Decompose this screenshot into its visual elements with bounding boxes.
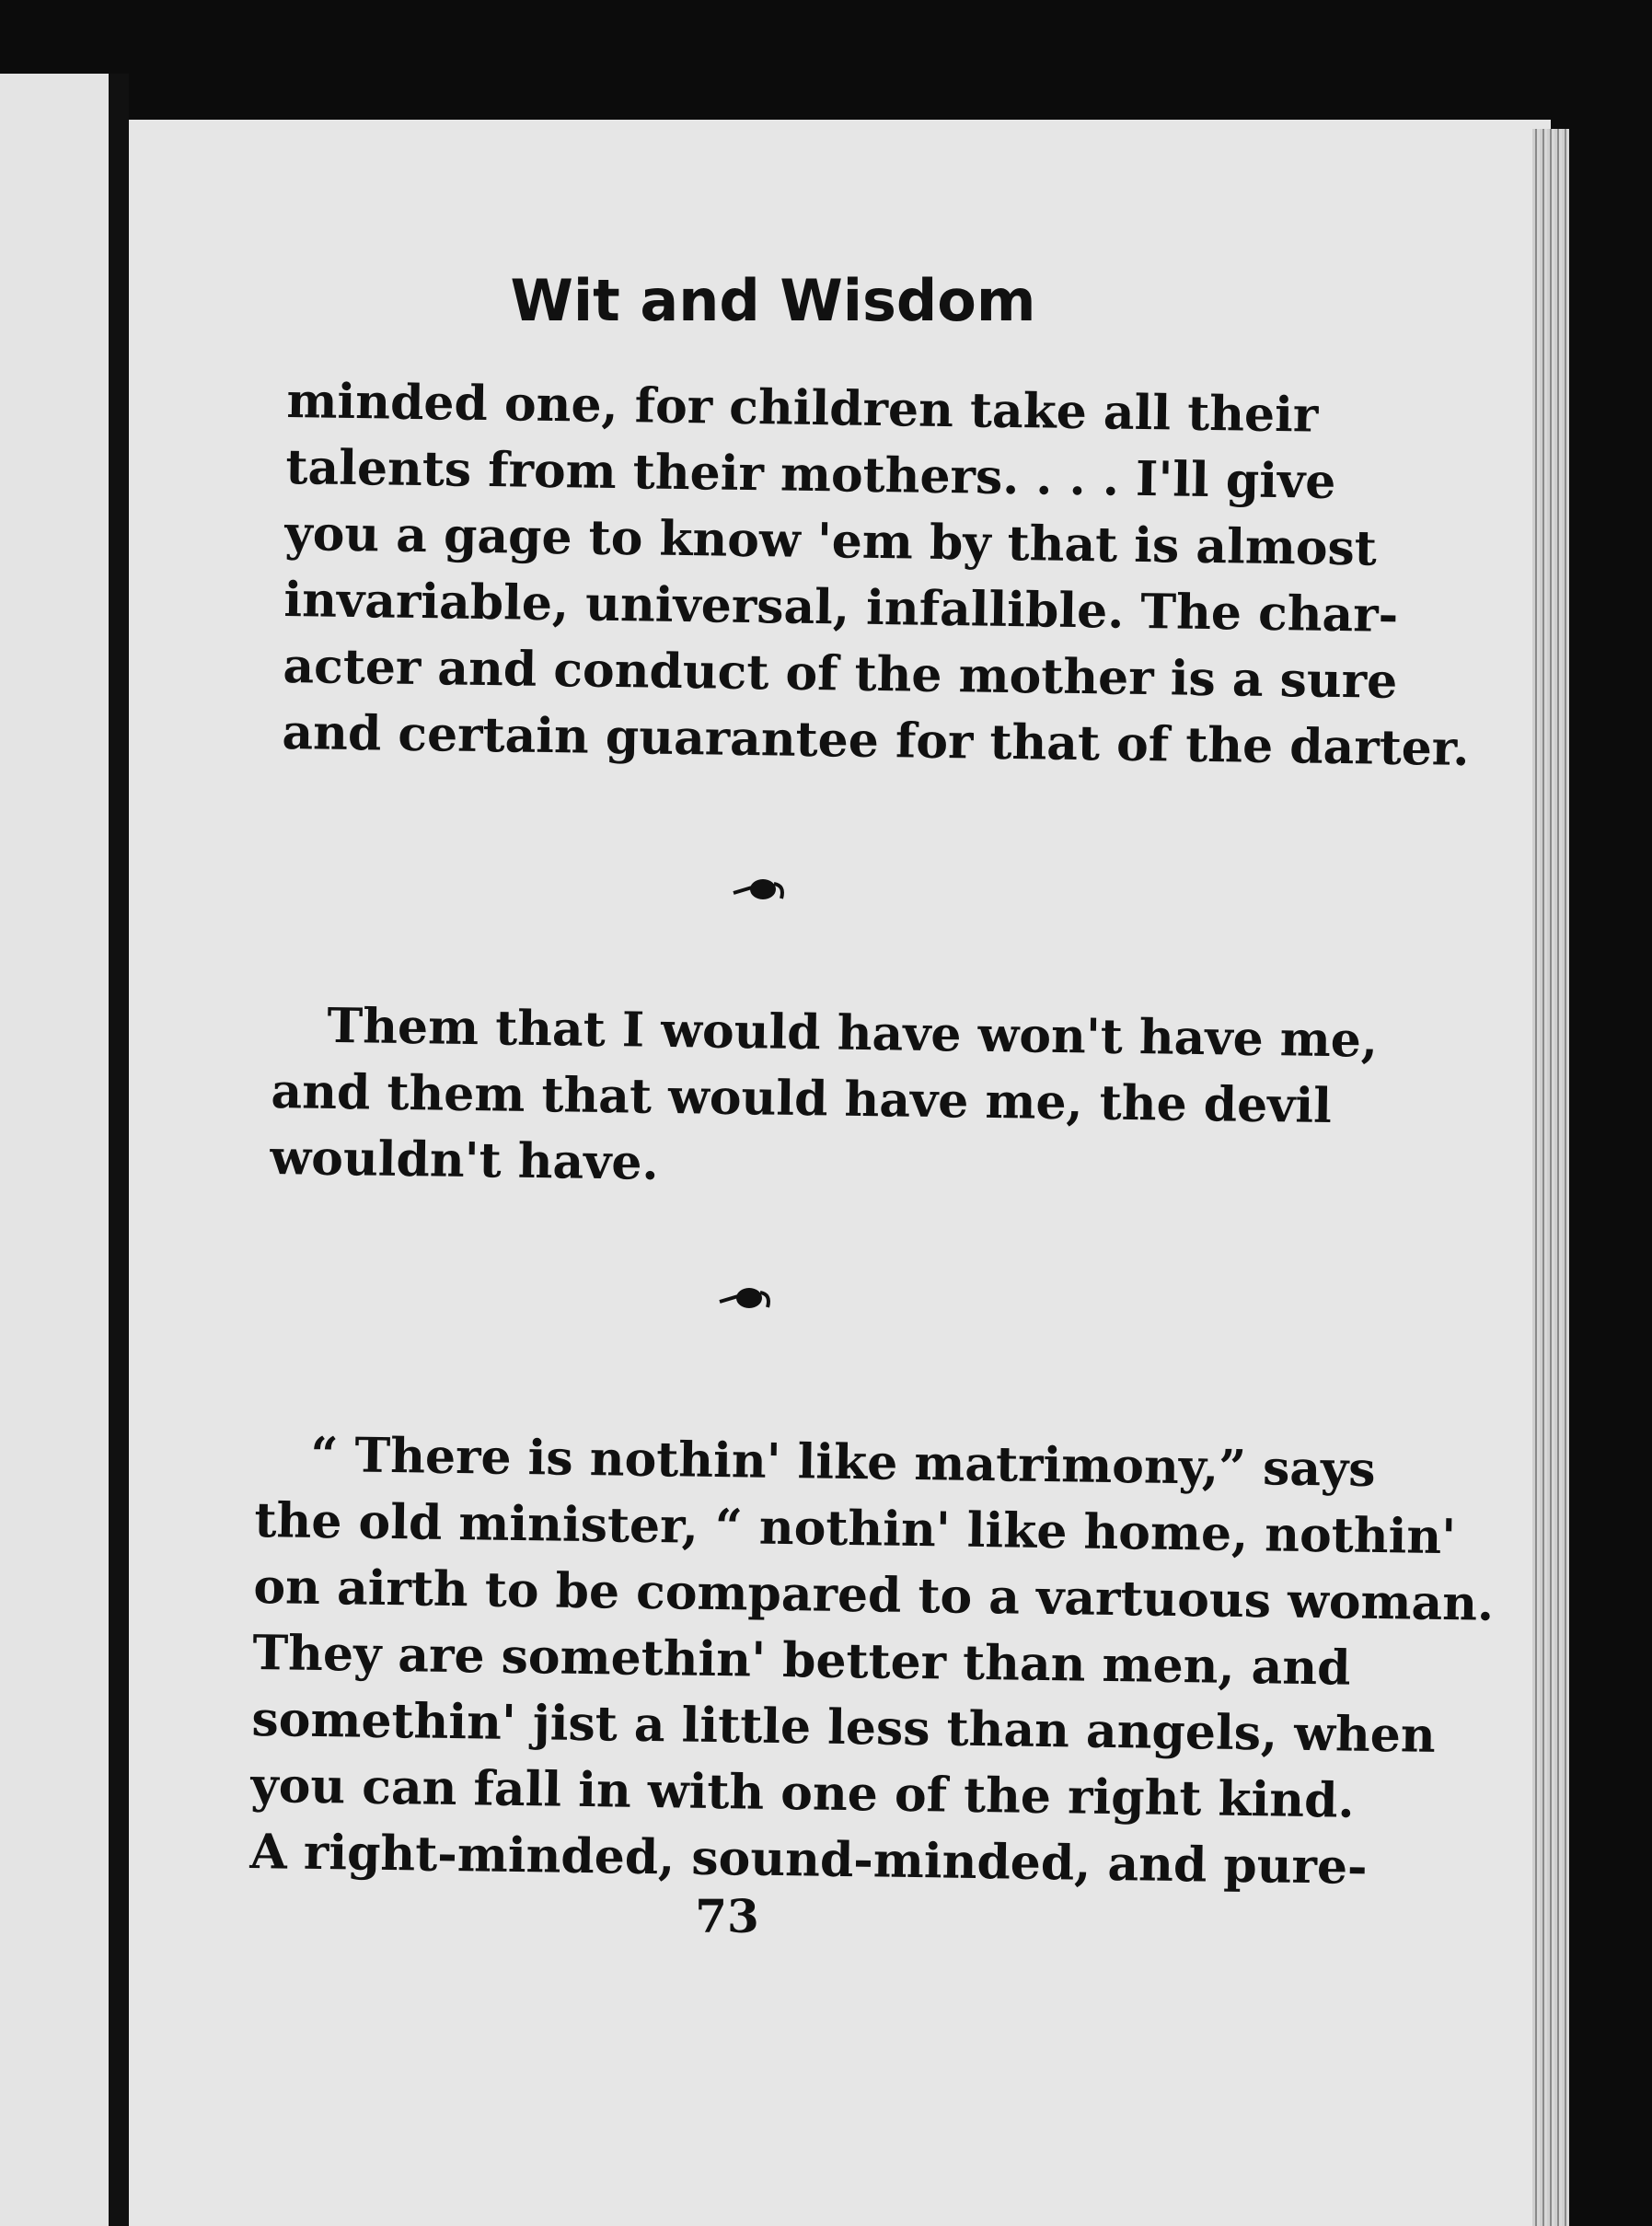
text-line: and certain guarantee for that of the darter. <box>282 703 1470 777</box>
text-line: minded one, for children take all their <box>286 372 1319 444</box>
paragraph-1 <box>282 368 1470 780</box>
text-line: talents from their mothers. . . . I'll give <box>285 438 1336 510</box>
pointing-hand-icon <box>718 1281 777 1315</box>
text-line: somethin' jist a little less than angels, when <box>251 1690 1437 1764</box>
text-line: invariable, universal, infallible. The char- <box>283 571 1399 643</box>
paragraph-3 <box>249 1421 1495 1899</box>
scan-background <box>1569 120 1652 2226</box>
text-line: acter and conduct of the mother is a sure <box>283 637 1398 710</box>
text-line: the old minister, “ nothin' like home, nothin' <box>254 1491 1457 1566</box>
text-line: you a gage to know 'em by that is almost <box>284 504 1378 577</box>
text-line: A right-minded, sound-minded, and pure- <box>249 1823 1369 1896</box>
text-line: Them that I would have won't have me, <box>327 997 1379 1069</box>
running-head: Wit and Wisdom <box>510 267 1036 334</box>
book-gutter <box>109 74 129 2226</box>
page-number: 73 <box>695 1889 759 1943</box>
text-line: wouldn't have. <box>270 1129 660 1191</box>
text-line: They are somethin' better than men, and <box>252 1624 1351 1697</box>
text-line: on airth to be compared to a vartuous woman. <box>253 1558 1495 1632</box>
page-edges <box>1532 129 1569 2226</box>
text-line: and them that would have me, the devil <box>271 1062 1333 1135</box>
text-line: “ There is nothin' like matrimony,” says <box>310 1426 1376 1498</box>
text-line: you can fall in with one of the right kind. <box>250 1756 1355 1829</box>
paragraph-2 <box>270 992 1379 1205</box>
pointing-hand-icon <box>732 873 791 906</box>
